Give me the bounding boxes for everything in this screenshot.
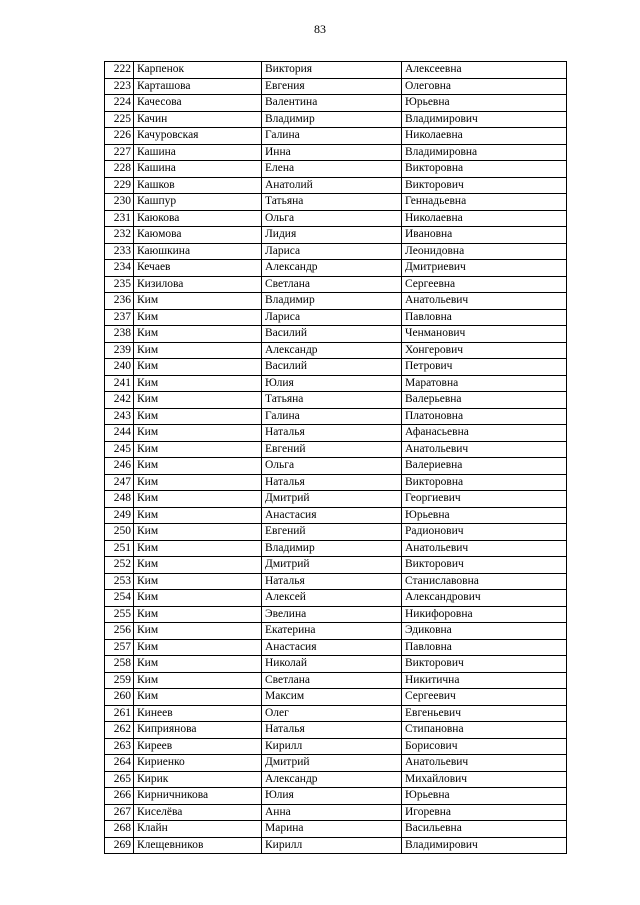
row-number-cell: 254 (105, 590, 134, 607)
row-number-cell: 248 (105, 491, 134, 508)
surname-cell: Ким (134, 540, 262, 557)
table-row (105, 293, 567, 310)
surname-cell: Кирничникова (134, 788, 262, 805)
table-row (105, 111, 567, 128)
patronymic-cell: Ченманович (402, 326, 567, 343)
row-number-cell: 231 (105, 210, 134, 227)
given-name-cell: Наталья (262, 425, 402, 442)
surname-cell: Ким (134, 326, 262, 343)
table-row (105, 639, 567, 656)
given-name-cell: Василий (262, 326, 402, 343)
table-row (105, 557, 567, 574)
table-row (105, 62, 567, 79)
table-row (105, 309, 567, 326)
table-row (105, 689, 567, 706)
table-row (105, 705, 567, 722)
table-row (105, 177, 567, 194)
patronymic-cell: Игоревна (402, 804, 567, 821)
given-name-cell: Дмитрий (262, 491, 402, 508)
table-row (105, 194, 567, 211)
surname-cell: Карпенок (134, 62, 262, 79)
patronymic-cell: Олеговна (402, 78, 567, 95)
patronymic-cell: Юрьевна (402, 95, 567, 112)
surname-cell: Киселёва (134, 804, 262, 821)
given-name-cell: Лариса (262, 243, 402, 260)
row-number-cell: 226 (105, 128, 134, 145)
table-row (105, 656, 567, 673)
surname-cell: Качуровская (134, 128, 262, 145)
patronymic-cell: Леонидовна (402, 243, 567, 260)
surname-cell: Ким (134, 507, 262, 524)
patronymic-cell: Радионович (402, 524, 567, 541)
table-row (105, 227, 567, 244)
surname-cell: Ким (134, 458, 262, 475)
given-name-cell: Дмитрий (262, 755, 402, 772)
row-number-cell: 223 (105, 78, 134, 95)
patronymic-cell: Никифоровна (402, 606, 567, 623)
given-name-cell: Кирилл (262, 738, 402, 755)
row-number-cell: 233 (105, 243, 134, 260)
row-number-cell: 260 (105, 689, 134, 706)
given-name-cell: Александр (262, 260, 402, 277)
patronymic-cell: Михайлович (402, 771, 567, 788)
row-number-cell: 228 (105, 161, 134, 178)
surname-cell: Кашина (134, 144, 262, 161)
given-name-cell: Дмитрий (262, 557, 402, 574)
patronymic-cell: Анатольевич (402, 755, 567, 772)
surname-cell: Ким (134, 656, 262, 673)
table-row (105, 458, 567, 475)
surname-cell: Кашпур (134, 194, 262, 211)
table-row (105, 590, 567, 607)
patronymic-cell: Эдиковна (402, 623, 567, 640)
table-row (105, 722, 567, 739)
patronymic-cell: Алексеевна (402, 62, 567, 79)
name-list-table (104, 61, 567, 854)
surname-cell: Ким (134, 639, 262, 656)
given-name-cell: Лариса (262, 309, 402, 326)
patronymic-cell: Владимировна (402, 144, 567, 161)
row-number-cell: 237 (105, 309, 134, 326)
patronymic-cell: Станиславовна (402, 573, 567, 590)
row-number-cell: 244 (105, 425, 134, 442)
surname-cell: Карташова (134, 78, 262, 95)
given-name-cell: Алексей (262, 590, 402, 607)
patronymic-cell: Борисович (402, 738, 567, 755)
row-number-cell: 240 (105, 359, 134, 376)
given-name-cell: Татьяна (262, 194, 402, 211)
row-number-cell: 266 (105, 788, 134, 805)
table-row (105, 474, 567, 491)
surname-cell: Киприянова (134, 722, 262, 739)
surname-cell: Кирик (134, 771, 262, 788)
given-name-cell: Елена (262, 161, 402, 178)
patronymic-cell: Юрьевна (402, 507, 567, 524)
surname-cell: Ким (134, 309, 262, 326)
patronymic-cell: Евгеньевич (402, 705, 567, 722)
row-number-cell: 242 (105, 392, 134, 409)
table-row (105, 573, 567, 590)
given-name-cell: Юлия (262, 375, 402, 392)
given-name-cell: Евгения (262, 78, 402, 95)
surname-cell: Ким (134, 606, 262, 623)
given-name-cell: Владимир (262, 111, 402, 128)
given-name-cell: Светлана (262, 276, 402, 293)
row-number-cell: 249 (105, 507, 134, 524)
surname-cell: Кизилова (134, 276, 262, 293)
row-number-cell: 264 (105, 755, 134, 772)
patronymic-cell: Геннадьевна (402, 194, 567, 211)
row-number-cell: 245 (105, 441, 134, 458)
row-number-cell: 246 (105, 458, 134, 475)
given-name-cell: Максим (262, 689, 402, 706)
table-row (105, 771, 567, 788)
given-name-cell: Екатерина (262, 623, 402, 640)
row-number-cell: 252 (105, 557, 134, 574)
page-number: 83 (314, 22, 326, 36)
table-row (105, 738, 567, 755)
row-number-cell: 239 (105, 342, 134, 359)
table-row (105, 672, 567, 689)
row-number-cell: 230 (105, 194, 134, 211)
table-row (105, 359, 567, 376)
surname-cell: Ким (134, 474, 262, 491)
surname-cell: Кечаев (134, 260, 262, 277)
table-row (105, 755, 567, 772)
given-name-cell: Наталья (262, 573, 402, 590)
surname-cell: Ким (134, 425, 262, 442)
patronymic-cell: Юрьевна (402, 788, 567, 805)
table-row (105, 425, 567, 442)
given-name-cell: Светлана (262, 672, 402, 689)
patronymic-cell: Анатольевич (402, 540, 567, 557)
table-row (105, 623, 567, 640)
given-name-cell: Александр (262, 771, 402, 788)
table-row (105, 342, 567, 359)
patronymic-cell: Ивановна (402, 227, 567, 244)
table-row (105, 804, 567, 821)
given-name-cell: Эвелина (262, 606, 402, 623)
row-number-cell: 253 (105, 573, 134, 590)
row-number-cell: 259 (105, 672, 134, 689)
row-number-cell: 235 (105, 276, 134, 293)
table-row (105, 260, 567, 277)
patronymic-cell: Валериевна (402, 458, 567, 475)
patronymic-cell: Стипановна (402, 722, 567, 739)
surname-cell: Ким (134, 408, 262, 425)
given-name-cell: Кирилл (262, 837, 402, 854)
row-number-cell: 257 (105, 639, 134, 656)
given-name-cell: Николай (262, 656, 402, 673)
given-name-cell: Анастасия (262, 639, 402, 656)
surname-cell: Кириенко (134, 755, 262, 772)
table-row (105, 788, 567, 805)
row-number-cell: 236 (105, 293, 134, 310)
surname-cell: Ким (134, 573, 262, 590)
surname-cell: Ким (134, 689, 262, 706)
patronymic-cell: Платоновна (402, 408, 567, 425)
given-name-cell: Александр (262, 342, 402, 359)
given-name-cell: Валентина (262, 95, 402, 112)
given-name-cell: Галина (262, 408, 402, 425)
row-number-cell: 238 (105, 326, 134, 343)
row-number-cell: 229 (105, 177, 134, 194)
surname-cell: Ким (134, 623, 262, 640)
given-name-cell: Владимир (262, 540, 402, 557)
surname-cell: Каюкова (134, 210, 262, 227)
table-row (105, 441, 567, 458)
surname-cell: Каюшкина (134, 243, 262, 260)
row-number-cell: 225 (105, 111, 134, 128)
surname-cell: Киреев (134, 738, 262, 755)
patronymic-cell: Викторовна (402, 474, 567, 491)
surname-cell: Ким (134, 672, 262, 689)
patronymic-cell: Викторовна (402, 161, 567, 178)
table-row (105, 540, 567, 557)
surname-cell: Ким (134, 491, 262, 508)
table-row (105, 243, 567, 260)
row-number-cell: 241 (105, 375, 134, 392)
given-name-cell: Лидия (262, 227, 402, 244)
table-row (105, 392, 567, 409)
patronymic-cell: Викторович (402, 557, 567, 574)
given-name-cell: Владимир (262, 293, 402, 310)
patronymic-cell: Сергеевна (402, 276, 567, 293)
given-name-cell: Анна (262, 804, 402, 821)
row-number-cell: 265 (105, 771, 134, 788)
table-row (105, 276, 567, 293)
patronymic-cell: Сергеевич (402, 689, 567, 706)
surname-cell: Кашков (134, 177, 262, 194)
surname-cell: Ким (134, 293, 262, 310)
patronymic-cell: Викторович (402, 177, 567, 194)
patronymic-cell: Павловна (402, 309, 567, 326)
given-name-cell: Ольга (262, 210, 402, 227)
row-number-cell: 224 (105, 95, 134, 112)
row-number-cell: 234 (105, 260, 134, 277)
row-number-cell: 267 (105, 804, 134, 821)
surname-cell: Ким (134, 359, 262, 376)
given-name-cell: Виктория (262, 62, 402, 79)
surname-cell: Кашина (134, 161, 262, 178)
patronymic-cell: Хонгерович (402, 342, 567, 359)
row-number-cell: 247 (105, 474, 134, 491)
row-number-cell: 263 (105, 738, 134, 755)
surname-cell: Кинеев (134, 705, 262, 722)
patronymic-cell: Николаевна (402, 128, 567, 145)
row-number-cell: 258 (105, 656, 134, 673)
row-number-cell: 261 (105, 705, 134, 722)
table-row (105, 144, 567, 161)
table-row (105, 161, 567, 178)
given-name-cell: Юлия (262, 788, 402, 805)
given-name-cell: Галина (262, 128, 402, 145)
table-row (105, 78, 567, 95)
surname-cell: Ким (134, 441, 262, 458)
table-row (105, 326, 567, 343)
patronymic-cell: Владимирович (402, 111, 567, 128)
given-name-cell: Евгений (262, 524, 402, 541)
patronymic-cell: Николаевна (402, 210, 567, 227)
patronymic-cell: Никитична (402, 672, 567, 689)
surname-cell: Качин (134, 111, 262, 128)
surname-cell: Клещевников (134, 837, 262, 854)
patronymic-cell: Валерьевна (402, 392, 567, 409)
given-name-cell: Анатолий (262, 177, 402, 194)
surname-cell: Клайн (134, 821, 262, 838)
patronymic-cell: Петрович (402, 359, 567, 376)
surname-cell: Ким (134, 392, 262, 409)
row-number-cell: 255 (105, 606, 134, 623)
patronymic-cell: Павловна (402, 639, 567, 656)
given-name-cell: Олег (262, 705, 402, 722)
given-name-cell: Наталья (262, 722, 402, 739)
row-number-cell: 243 (105, 408, 134, 425)
patronymic-cell: Афанасьевна (402, 425, 567, 442)
patronymic-cell: Георгиевич (402, 491, 567, 508)
row-number-cell: 256 (105, 623, 134, 640)
table-row (105, 491, 567, 508)
surname-cell: Каюмова (134, 227, 262, 244)
patronymic-cell: Дмитриевич (402, 260, 567, 277)
given-name-cell: Инна (262, 144, 402, 161)
patronymic-cell: Анатольевич (402, 293, 567, 310)
given-name-cell: Анастасия (262, 507, 402, 524)
table-row (105, 837, 567, 854)
surname-cell: Качесова (134, 95, 262, 112)
table-row (105, 375, 567, 392)
row-number-cell: 262 (105, 722, 134, 739)
given-name-cell: Василий (262, 359, 402, 376)
row-number-cell: 251 (105, 540, 134, 557)
name-list-body (105, 62, 567, 854)
table-row (105, 408, 567, 425)
table-row (105, 128, 567, 145)
patronymic-cell: Александрович (402, 590, 567, 607)
surname-cell: Ким (134, 557, 262, 574)
patronymic-cell: Анатольевич (402, 441, 567, 458)
surname-cell: Ким (134, 375, 262, 392)
patronymic-cell: Владимирович (402, 837, 567, 854)
given-name-cell: Ольга (262, 458, 402, 475)
row-number-cell: 232 (105, 227, 134, 244)
patronymic-cell: Маратовна (402, 375, 567, 392)
row-number-cell: 222 (105, 62, 134, 79)
table-row (105, 507, 567, 524)
given-name-cell: Марина (262, 821, 402, 838)
patronymic-cell: Викторович (402, 656, 567, 673)
surname-cell: Ким (134, 524, 262, 541)
row-number-cell: 227 (105, 144, 134, 161)
given-name-cell: Татьяна (262, 392, 402, 409)
row-number-cell: 269 (105, 837, 134, 854)
given-name-cell: Евгений (262, 441, 402, 458)
table-row (105, 821, 567, 838)
given-name-cell: Наталья (262, 474, 402, 491)
row-number-cell: 250 (105, 524, 134, 541)
table-row (105, 524, 567, 541)
patronymic-cell: Васильевна (402, 821, 567, 838)
surname-cell: Ким (134, 590, 262, 607)
table-row (105, 95, 567, 112)
table-row (105, 606, 567, 623)
row-number-cell: 268 (105, 821, 134, 838)
surname-cell: Ким (134, 342, 262, 359)
table-row (105, 210, 567, 227)
